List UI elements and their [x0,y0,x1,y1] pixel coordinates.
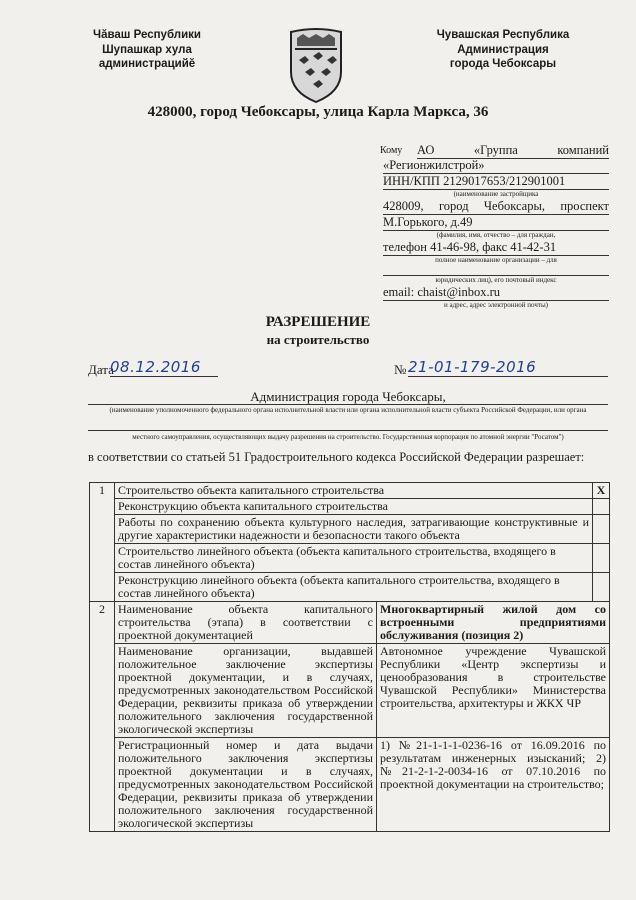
date-label: Дата [88,362,114,377]
header-right [408,28,598,72]
header-right-line: Чувашская Республика [436,29,570,41]
field-label: Регистрационный номер и дата выдачи положительного заключения экспертизы проектной документации и в случаях, предусмотренных законодательством Российской Федерации, реквизиты приказа об утверждении положительного заключения государственной экологической экспертизы [115,738,377,832]
option-text: Реконструкцию объекта капитального строительства [115,499,593,515]
table-row [90,483,610,499]
header-right-line: Администрация [457,43,549,56]
komu-label: Кому [380,145,403,156]
field-value: Многоквартирный жилой дом со встроенными предприятиями обслуживания (позиция 2) [377,602,610,644]
header-right-line: города Чебоксары [449,58,557,70]
option-text: Реконструкцию линейного объекта (объекта капитального строительства, входящего в состав линейного объекта) [115,573,593,602]
recipient-email: email: chaist@inbox.ru [383,285,609,301]
table-row [90,573,610,602]
permit-table [89,482,610,832]
intro-text: в соответствии со статьей 51 Градостроительного кодекса Российской Федерации разрешает: [88,450,585,464]
recipient-blank-line [383,265,609,276]
header-left-line: администрацийĕ [98,58,196,70]
option-mark [593,499,610,515]
address: 428000, город Чебоксары, улица Карла Маркса, 36 [147,104,489,120]
table-row [90,644,610,738]
row-number: 1 [90,483,115,602]
option-mark [593,573,610,602]
field-label: Наименование организации, выдавшей положительное заключение экспертизы проектной документации, и в случаях, предусмотренных законодательством Российской Федерации, реквизиты приказа об утверждении положительного заключения государственной экологической экспертизы [115,644,377,738]
header-left-line: Чăваш Республики [93,29,201,41]
issuer-blank-line [88,418,608,431]
recipient-caption: (фамилия, имя, отчество – для граждан, [436,231,556,239]
issuer-caption: местного самоуправления, осуществляющих выдачу разрешения на строительство. Государственная корпорация по атомной энергии "Росатом") [132,433,564,441]
row-number: 2 [90,602,115,832]
recipient-caption: и адрес, адрес электронной почты) [444,301,548,309]
document-title: РАЗРЕШЕНИЕ [265,314,371,330]
field-label: Наименование объекта капитального строительства (этапа) в соответствии с проектной документацией [115,602,377,644]
recipient-line: М.Горького, д.49 [383,215,609,231]
table-row [90,544,610,573]
option-text: Работы по сохранению объекта культурного наследия, затрагивающие конструктивные и другие характеристики надежности и безопасности такого объекта [115,515,593,544]
document-subtitle: на строительство [266,332,370,347]
recipient-phone: телефон 41-46-98, факс 41-42-31 [383,240,609,256]
recipient-line: «Регионжилстрой» [383,158,609,174]
option-mark: X [593,483,610,499]
permit-number: 21-01-179-2016 [408,358,608,377]
recipient-caption: полное наименование организации – для [435,256,557,264]
field-value: Автономное учреждение Чувашской Республики «Центр экспертизы и ценообразования в строительстве Чувашской Республики» Министерства строительства, архитектуры и ЖКХ ЧР [377,644,610,738]
date-value: 08.12.2016 [110,358,218,377]
header-left [62,28,232,72]
recipient-caption: (наименование застройщика [453,190,539,198]
table-row [90,515,610,544]
chuvash-coat-of-arms-icon [287,26,345,104]
recipient-inn: ИНН/КПП 2129017653/212901001 [383,174,609,190]
recipient-line: 428009, город Чебоксары, проспект [383,199,609,213]
field-value: 1) №21-1-1-1-0236-16 от 16.09.2016 по результатам инженерных изысканий; 2) №21-2-1-2-0034-16 от 07.10.2016 по проектной документации на строительство; [377,738,610,832]
recipient-block [380,143,609,310]
recipient-caption: юридических лиц), его почтовый индекс [435,276,557,284]
table-row [90,499,610,515]
issuer-caption: (наименование уполномоченного федерального органа исполнительной власти или органа исполнительной власти субъекта Российской Федерации, или органа [109,406,587,414]
table-row [90,602,610,644]
header-left-line: Шупашкар хула [102,43,192,56]
table-row [90,738,610,832]
option-mark [593,515,610,544]
issuer: Администрация города Чебоксары, [88,389,608,405]
option-mark [593,544,610,573]
number-label: № [394,362,407,377]
option-text: Строительство объекта капитального строительства [115,483,593,499]
option-text: Строительство линейного объекта (объекта капитального строительства, входящего в состав линейного объекта) [115,544,593,573]
recipient-line: АО «Группа компаний [417,143,609,157]
